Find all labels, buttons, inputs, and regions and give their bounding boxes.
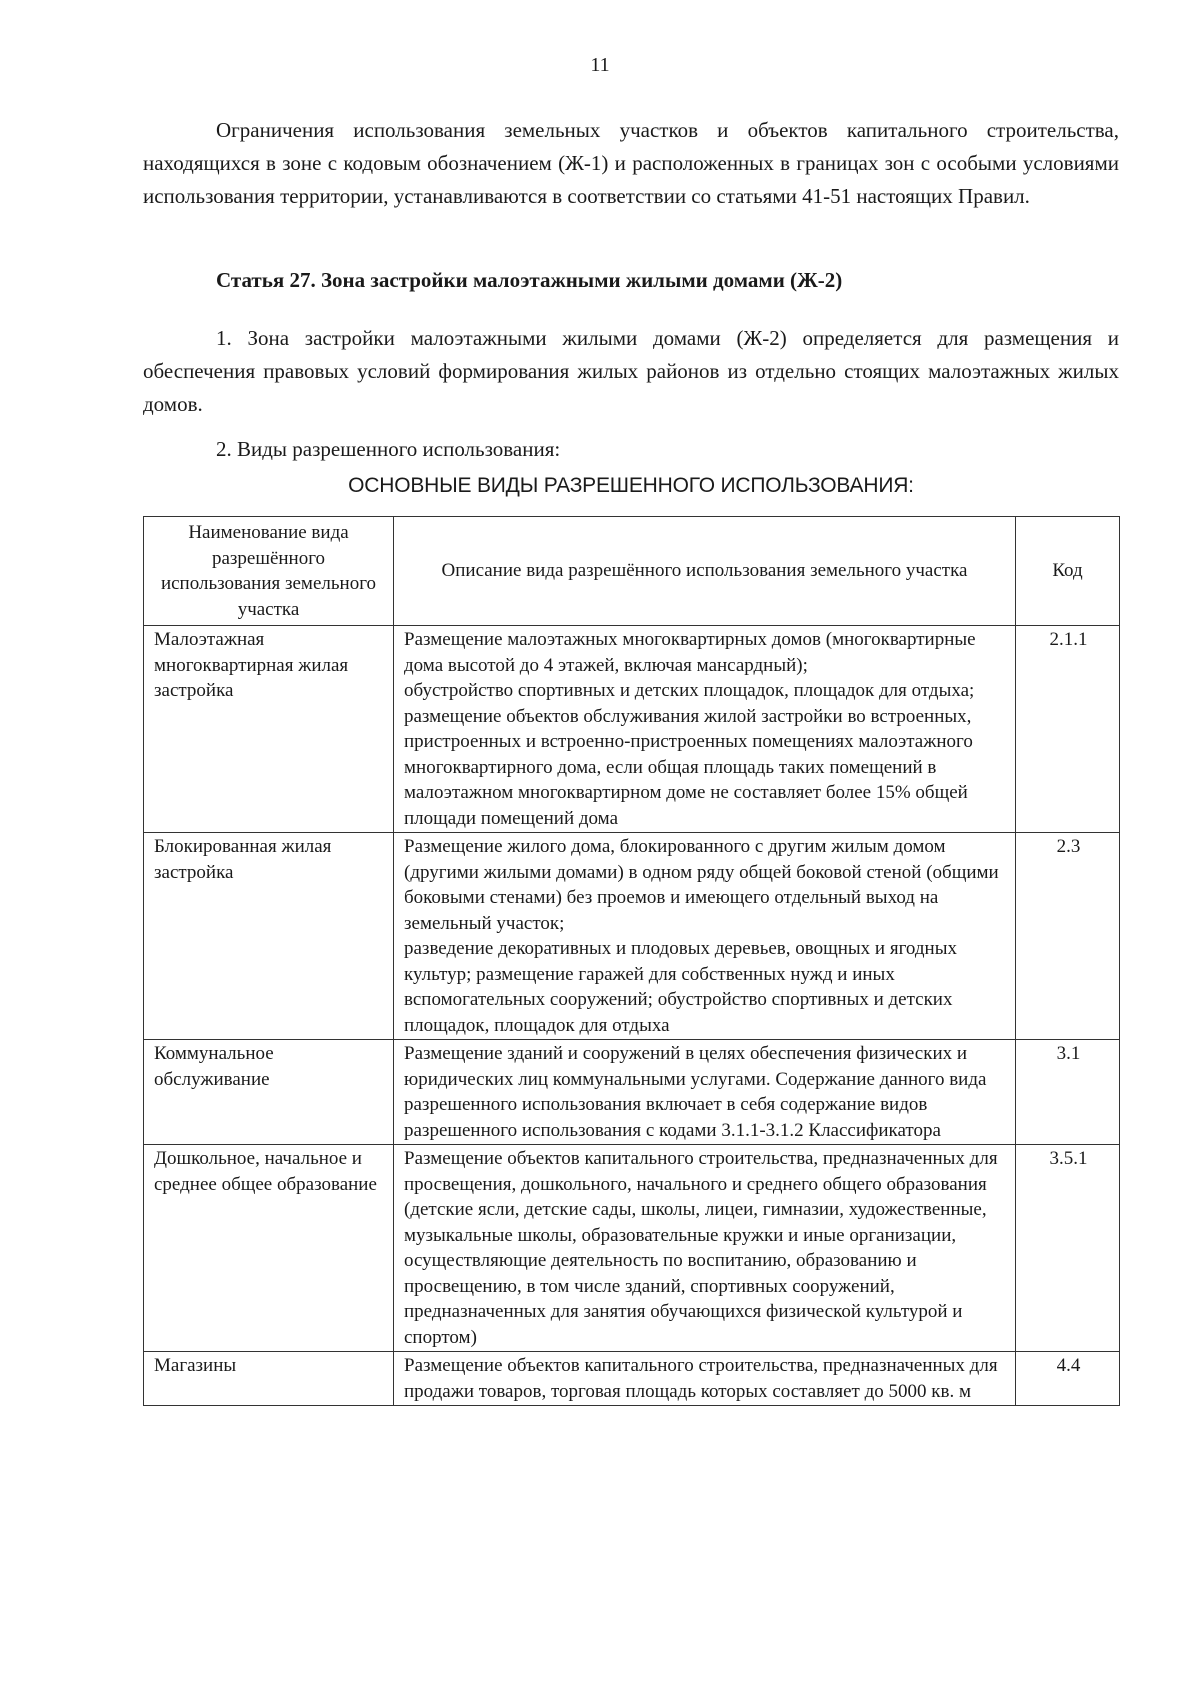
- intro-paragraph: Ограничения использования земельных участков и объектов капитального строительства, находящихся в зоне с кодовым обозначением (Ж-1) и расположенных в границах зон с особыми условиями использования территории, устанавливаются в соответствии со статьями 41-51 настоящих Правил.: [143, 118, 1119, 208]
- cell-description: Размещение малоэтажных многоквартирных домов (многоквартирные дома высотой до 4 этажей, включая мансардный); обустройство спортивных и детских площадок, площадок для отдыха; размещение объектов обслуживания жилой застройки во встроенных, пристроенных и встроенно-пристроенных помещениях малоэтажного многоквартирного дома, если общая площадь таких помещений в малоэтажном многоквартирном доме не составляет более 15% общей площади помещений дома: [394, 626, 1016, 833]
- article-item-2: 2. Виды разрешенного использования:: [216, 437, 561, 461]
- cell-name: Дошкольное, начальное и среднее общее образование: [144, 1145, 394, 1352]
- cell-code: 2.1.1: [1016, 626, 1120, 833]
- table-row: [144, 626, 1120, 833]
- article-heading: Статья 27. Зона застройки малоэтажными жилыми домами (Ж-2): [216, 268, 843, 292]
- table-row: [144, 833, 1120, 1040]
- header-description: Описание вида разрешённого использования земельного участка: [394, 517, 1016, 626]
- cell-description: Размещение объектов капитального строительства, предназначенных для просвещения, дошкольного, начального и среднего общего образования (детские ясли, детские сады, школы, лицеи, гимназии, художественные, музыкальные школы, образовательные кружки и иные организации, осуществляющие деятельность по воспитанию, образованию и просвещению, в том числе зданий, спортивных сооружений, предназначенных для занятия обучающихся физической культурой и спортом): [394, 1145, 1016, 1352]
- table-row: [144, 1145, 1120, 1352]
- cell-description: Размещение жилого дома, блокированного с другим жилым домом (другими жилыми домами) в одном ряду общей боковой стеной (общими боковыми стенами) без проемов и имеющего отдельный выход на земельный участок; разведение декоративных и плодовых деревьев, овощных и ягодных культур; размещение гаражей для собственных нужд и иных вспомогательных сооружений; обустройство спортивных и детских площадок, площадок для отдыха: [394, 833, 1016, 1040]
- page-number: 11: [590, 54, 610, 76]
- cell-description: Размещение зданий и сооружений в целях обеспечения физических и юридических лиц коммунальными услугами. Содержание данного вида разрешенного использования включает в себя содержание видов разрешенного использования с кодами 3.1.1-3.1.2 Классификатора: [394, 1040, 1016, 1145]
- permitted-uses-table: [143, 516, 1120, 1406]
- cell-code: 2.3: [1016, 833, 1120, 1040]
- cell-name: Магазины: [144, 1352, 394, 1406]
- cell-code: 4.4: [1016, 1352, 1120, 1406]
- article-item-1: 1. Зона застройки малоэтажными жилыми домами (Ж-2) определяется для размещения и обеспечения правовых условий формирования жилых районов из отдельно стоящих малоэтажных жилых домов.: [143, 326, 1119, 416]
- cell-name: Малоэтажная многоквартирная жилая застройка: [144, 626, 394, 833]
- table-row: [144, 1040, 1120, 1145]
- table-header-row: [144, 517, 1120, 626]
- cell-description: Размещение объектов капитального строительства, предназначенных для продажи товаров, торговая площадь которых составляет до 5000 кв. м: [394, 1352, 1016, 1406]
- cell-code: 3.5.1: [1016, 1145, 1120, 1352]
- cell-name: Коммунальное обслуживание: [144, 1040, 394, 1145]
- header-name: Наименование вида разрешённого использования земельного участка: [144, 517, 394, 626]
- header-code: Код: [1016, 517, 1120, 626]
- cell-name: Блокированная жилая застройка: [144, 833, 394, 1040]
- table-row: [144, 1352, 1120, 1406]
- table-caption: ОСНОВНЫЕ ВИДЫ РАЗРЕШЕННОГО ИСПОЛЬЗОВАНИЯ:: [348, 474, 914, 497]
- cell-code: 3.1: [1016, 1040, 1120, 1145]
